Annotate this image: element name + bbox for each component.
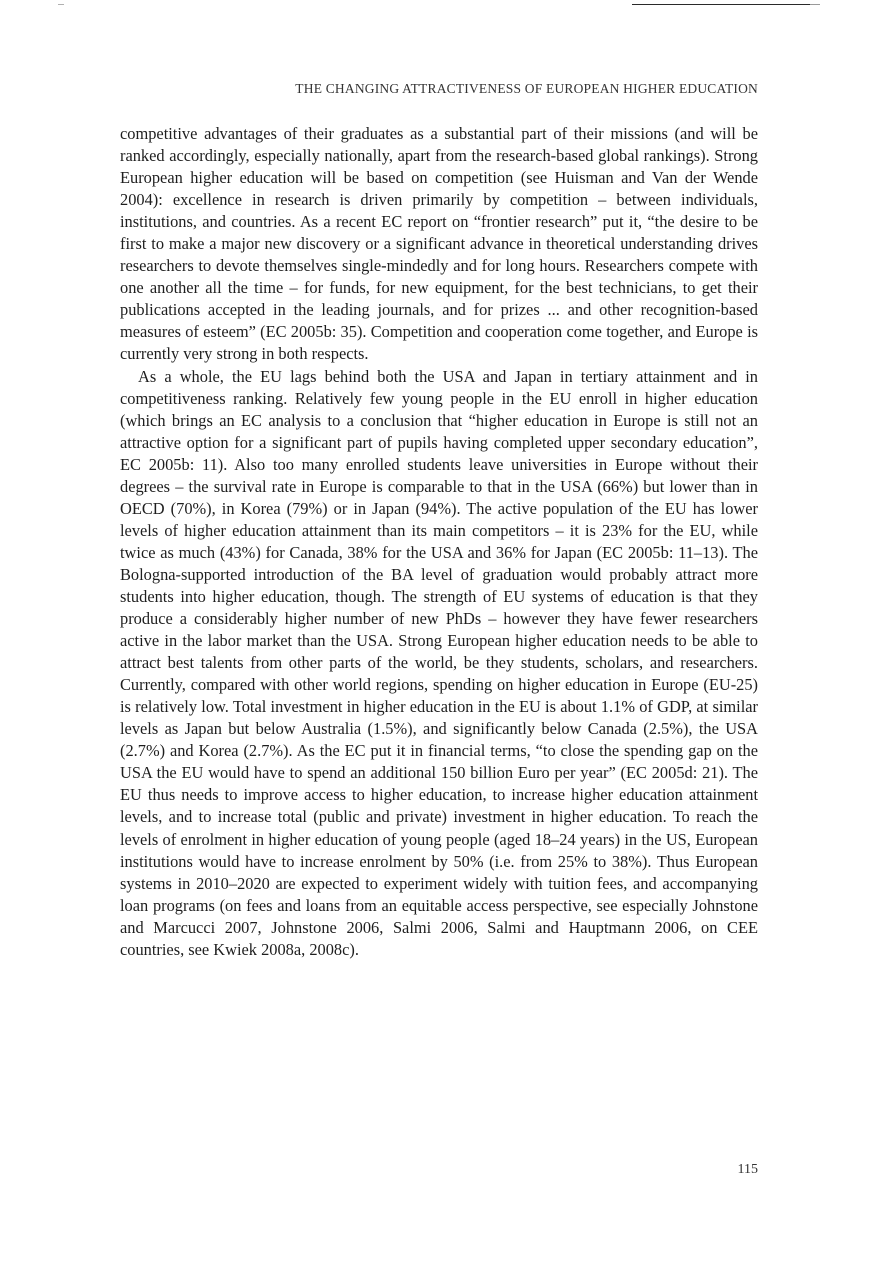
top-rule-tail	[810, 4, 820, 5]
running-head: THE CHANGING ATTRACTIVENESS OF EUROPEAN HIGHER EDUCATION	[295, 81, 758, 96]
top-rule	[632, 4, 810, 5]
body-text	[120, 123, 758, 961]
page-number: 115	[737, 1162, 758, 1177]
crop-mark	[58, 4, 64, 5]
paragraph-eu-attainment: As a whole, the EU lags behind both the USA and Japan in tertiary attainment and in competitiveness ranking. Relatively few young people in the EU enroll in higher education (which brings an EC analysis to a conclusion that “higher education in Europe is still not an attractive option for a significant part of pupils having completed upper secondary education”, EC 2005b: 11). Also too many enrolled students leave universities in Europe without their degrees – the survival rate in Europe is comparable to that in the USA (66%) but lower than in OECD (70%), in Korea (79%) or in Japan (94%). The active population of the EU has lower levels of higher education attainment than its main competitors – it is 23% for the EU, while twice as much (43%) for Canada, 38% for the USA and 36% for Japan (EC 2005b: 11–13). The Bologna-supported introduction of the BA level of graduation would probably attract more students into higher education, though. The strength of EU systems of education is that they produce a considerably higher number of new PhDs – however they have fewer researchers active in the labor market than the USA. Strong European higher education needs to be able to attract best talents from other parts of the world, be they students, scholars, and researchers. Currently, compared with other world regions, spending on higher education in Europe (EU-25) is relatively low. Total investment in higher education in the EU is about 1.1% of GDP, at similar levels as Japan but below Australia (1.5%), and significantly below Canada (2.5%), the USA (2.7%) and Korea (2.7%). As the EC put it in financial terms, “to close the spending gap on the USA the EU would have to spend an additional 150 billion Euro per year” (EC 2005d: 21). The EU thus needs to improve access to higher education, to increase higher education attainment levels, and to increase total (public and private) investment in higher education. To reach the levels of enrolment in higher education of young people (aged 18–24 years) in the US, European institutions would have to increase enrolment by 50% (i.e. from 25% to 38%). Thus European systems in 2010–2020 are expected to experiment widely with tuition fees, and accompanying loan programs (on fees and loans from an equitable access perspective, see especially Johnstone and Marcucci 2007, Johnstone 2006, Salmi 2006, Salmi and Hauptmann 2006, on CEE countries, see Kwiek 2008a, 2008c).	[120, 366, 758, 959]
paragraph-continued: competitive advantages of their graduates as a substantial part of their missions (and will be ranked accordingly, especially nationally, apart from the research-based global rankings). Strong European higher education will be based on competition (see Huisman and Van der Wende 2004): excellence in research is driven primarily by competition – between individuals, institutions, and countries. As a recent EC report on “frontier research” put it, “the desire to be first to make a major new discovery or a significant advance in theoretical understanding drives researchers to devote themselves single-mindedly and for long hours. Researchers compete with one another all the time – for funds, for new equipment, for the best technicians, to get their publications accepted in the leading journals, and for prizes ... and other recognition-based measures of esteem” (EC 2005b: 35). Competition and cooperation come together, and Europe is currently very strong in both respects.	[120, 124, 758, 364]
